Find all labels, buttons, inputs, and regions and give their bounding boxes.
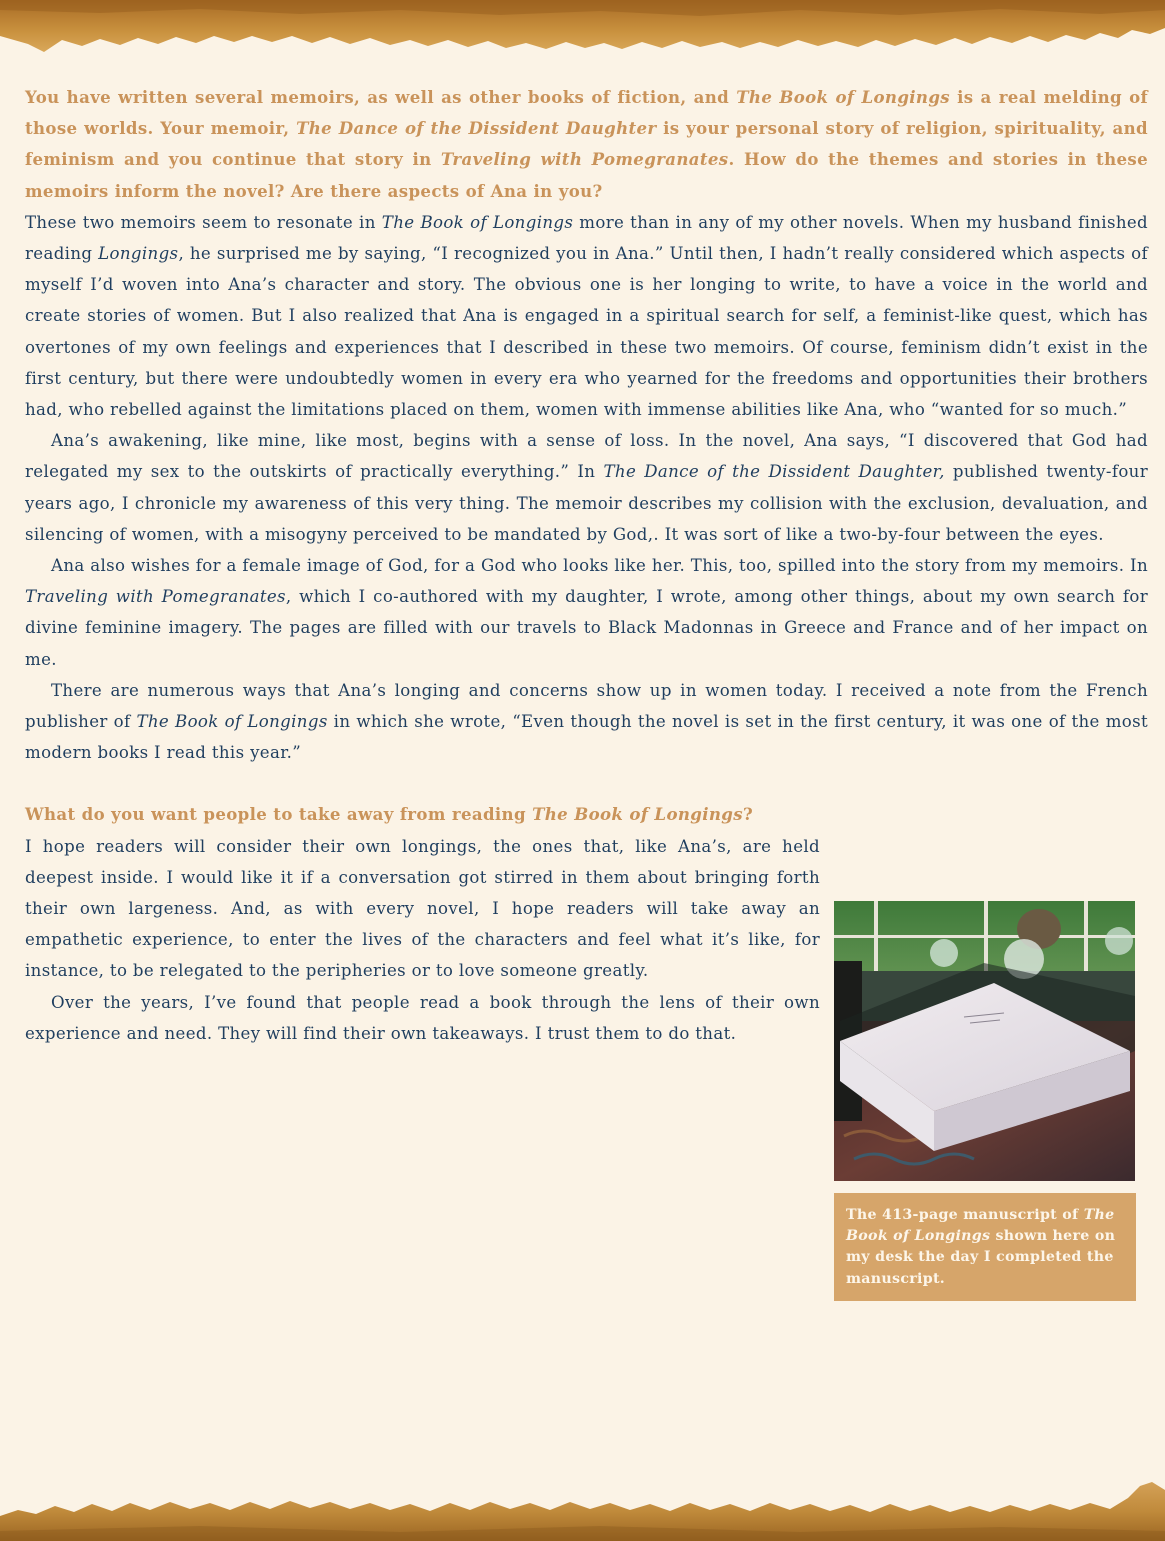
manuscript-photo (834, 901, 1135, 1181)
answer-1-paragraph-1: These two memoirs seem to resonate in The Book of Longings more than in any of my other novels. When my husband finished reading Longings, he surprised me by saying, “I recognized you in Ana.” Until then, I hadn’t really considered which aspects of myself I’d woven into Ana’s character and story. The obvious one is her longing to write, to have a voice in the world and create stories of women. But I also realized that Ana is engaged in a spiritual search for self, a feminist-like quest, which has overtones of my own feelings and experiences that I described in these two memoirs. Of course, feminism didn’t exist in the first century, but there were undoubtedly women in every era who yearned for the freedoms and opportunities their brothers had, who rebelled against the limitations placed on them, women with immense abilities like Ana, who “wanted for so much.” (25, 212, 1148, 420)
torn-paper-bottom-border (0, 1476, 1165, 1541)
torn-paper-top-border (0, 0, 1165, 62)
answer-2-paragraph-1: I hope readers will consider their own longings, the ones that, like Ana’s, are held deepest inside. I would like it if a conversation got stirred in them about bringing forth their own largeness. And, as with every novel, I hope readers will take away an empathetic experience, to enter the lives of the characters and feel what it’s like, for instance, to be relegated to the peripheries or to love someone greatly. (25, 836, 820, 981)
answer-2-text (25, 831, 820, 1049)
answer-1-paragraph-3: Ana also wishes for a female image of God, for a God who looks like her. This, too, spilled into the story from my memoirs. In Traveling with Pomegranates, which I co-authored with my daughter, I wrote, among other things, about my own search for divine feminine imagery. The pages are filled with our travels to Black Madonnas in Greece and France and of her impact on me. (25, 556, 1148, 669)
answer-2-paragraph-2: Over the years, I’ve found that people read a book through the lens of their own experience and need. They will find their own takeaways. I trust them to do that. (25, 992, 820, 1043)
figure-caption: The 413-page manuscript of The Book of Longings shown here on my desk the day I completed the manuscript. (834, 1193, 1136, 1301)
manuscript-figure (834, 901, 1136, 1301)
question-1: You have written several memoirs, as well as other books of fiction, and The Book of Longings is a real melding of those worlds. Your memoir, The Dance of the Dissident Daughter is your personal story of religion, spirituality, and feminism and you continue that story in Traveling with Pomegranates. How do the themes and stories in these memoirs inform the novel? Are there aspects of Ana in you? (25, 87, 1148, 201)
answer-1-paragraph-4: There are numerous ways that Ana’s longing and concerns show up in women today. I received a note from the French publisher of The Book of Longings in which she wrote, “Even though the novel is set in the first century, it was one of the most modern books I read this year.” (25, 680, 1148, 763)
question-2: What do you want people to take away from reading The Book of Longings? (25, 804, 754, 825)
answer-1-paragraph-2: Ana’s awakening, like mine, like most, begins with a sense of loss. In the novel, Ana says, “I discovered that God had relegated my sex to the outskirts of practically everything.” In The Dance of the Dissident Daughter, published twenty-four years ago, I chronicle my awareness of this very thing. The memoir describes my collision with the exclusion, devaluation, and silencing of women, with a misogyny perceived to be mandated by God,. It was sort of like a two-by-four between the eyes. (25, 431, 1149, 544)
